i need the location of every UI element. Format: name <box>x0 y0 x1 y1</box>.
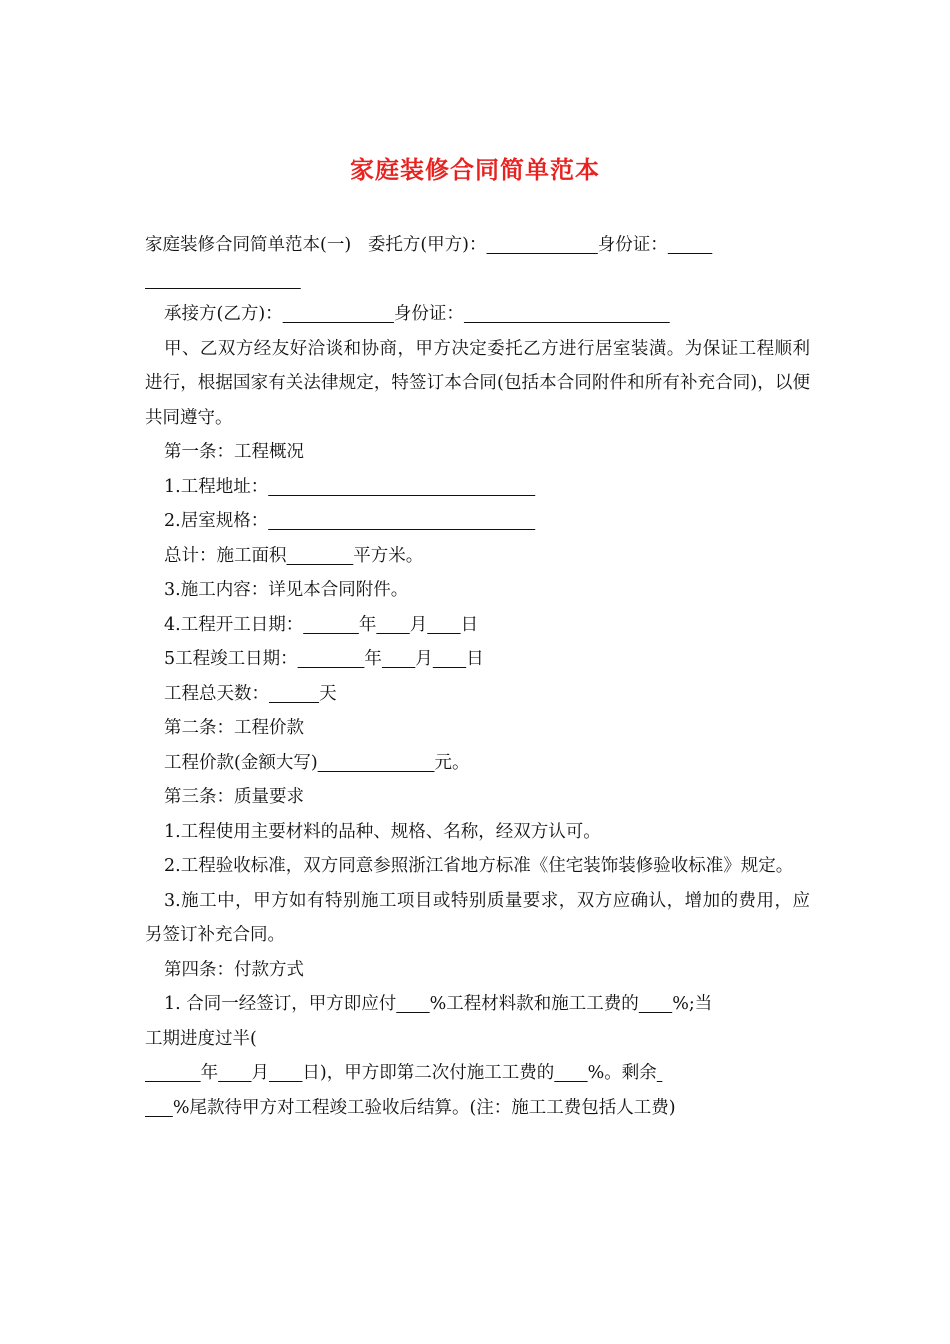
contractor-id-label: 身份证： <box>393 304 464 324</box>
payment-text-b: %工程材料款和施工工费的 <box>429 994 639 1014</box>
payment-first-percent-blank[interactable] <box>396 994 429 1014</box>
spec-label: 2.居室规格： <box>164 511 269 531</box>
payment-fee-percent-blank[interactable] <box>639 994 672 1014</box>
consignor-id-blank-cont[interactable] <box>145 270 301 290</box>
article2-heading: 第二条：工程价款 <box>164 718 304 738</box>
start-month-unit: 月 <box>409 614 428 635</box>
document-title: 家庭装修合同简单范本 <box>350 156 600 184</box>
days-blank[interactable] <box>269 684 319 704</box>
finish-day-blank[interactable] <box>433 649 466 669</box>
quality-item-1: 1.工程使用主要材料的品种、规格、名称，经双方认可。 <box>164 821 601 842</box>
article3-heading: 第三条：质量要求 <box>164 787 304 807</box>
area-blank[interactable] <box>287 546 354 566</box>
payment-text-a: 1. 合同一经签订，甲方即应付 <box>164 994 397 1014</box>
payment-text-c: %;当 <box>672 994 713 1014</box>
consignor-id-blank[interactable] <box>668 235 713 255</box>
quality-item-3: 3.施工中，甲方如有特别施工项目或特别质量要求，双方应确认，增加的费用，应另签订补充合同。 <box>145 890 810 945</box>
consignor-label: 委托方(甲方)： <box>367 235 487 255</box>
consignor-id-label: 身份证： <box>597 235 668 255</box>
days-unit: 天 <box>319 683 337 704</box>
payment-line-4 <box>145 1091 810 1126</box>
parties-consignor-line <box>145 228 810 263</box>
start-day-blank[interactable] <box>427 615 460 635</box>
price-line <box>145 746 810 781</box>
start-month-blank[interactable] <box>376 615 409 635</box>
contractor-blank[interactable] <box>283 304 394 324</box>
finish-year-unit: 年 <box>364 649 382 669</box>
total-days-line <box>145 677 810 712</box>
price-label: 工程价款(金额大写) <box>164 752 318 773</box>
contract-lead: 家庭装修合同简单范本(一) <box>145 235 352 255</box>
start-year-blank[interactable] <box>303 615 359 635</box>
spec-blank[interactable] <box>268 511 535 531</box>
payment-text-e: 日)，甲方即第二次付施工工费的 <box>302 1063 555 1083</box>
payment-month-blank[interactable] <box>218 1063 251 1083</box>
payment-day-blank[interactable] <box>269 1063 302 1083</box>
preamble-paragraph: 甲、乙双方经友好洽谈和协商，甲方决定委托乙方进行居室装潢。为保证工程顺利进行，根据国家有关法律规定，特签订本合同(包括本合同附件和所有补充合同)，以便共同遵守。 <box>145 338 810 428</box>
payment-remaining-blank-a[interactable] <box>657 1063 663 1083</box>
content-line: 3.施工内容：详见本合同附件。 <box>164 580 409 600</box>
price-blank[interactable] <box>318 753 435 773</box>
finish-date-line <box>145 642 810 677</box>
consignor-blank[interactable] <box>487 235 598 255</box>
area-line <box>145 539 810 574</box>
start-label: 4.工程开工日期： <box>164 614 304 635</box>
payment-line-2 <box>145 1022 810 1057</box>
payment-text-f: %。剩余 <box>587 1063 657 1083</box>
payment-year-blank[interactable] <box>145 1063 201 1083</box>
area-label: 总计：施工面积 <box>164 545 287 566</box>
quality-item-2: 2.工程验收标准，双方同意参照浙江省地方标准《住宅装饰装修验收标准》规定。 <box>164 856 794 876</box>
start-date-line <box>145 608 810 643</box>
finish-label: 5工程竣工日期： <box>164 649 298 669</box>
payment-text-g: %尾款待甲方对工程竣工验收后结算。(注：施工工费包括人工费) <box>172 1097 676 1118</box>
address-blank[interactable] <box>268 477 535 497</box>
start-year-unit: 年 <box>358 614 377 635</box>
consignor-id-continuation <box>145 263 810 298</box>
payment-text-d: 工期进度过半( <box>145 1028 257 1049</box>
contract-body <box>145 228 810 1125</box>
payment-month-unit: 月 <box>251 1063 270 1083</box>
payment-remaining-blank-b[interactable] <box>145 1098 173 1118</box>
payment-line-3 <box>145 1056 810 1091</box>
payment-year-unit: 年 <box>200 1063 219 1083</box>
finish-month-blank[interactable] <box>382 649 415 669</box>
payment-second-percent-blank[interactable] <box>554 1063 587 1083</box>
spec-line <box>145 504 810 539</box>
finish-day-unit: 日 <box>466 649 484 669</box>
start-day-unit: 日 <box>460 614 479 635</box>
address-line <box>145 470 810 505</box>
article4-heading: 第四条：付款方式 <box>164 959 304 980</box>
price-unit: 元。 <box>434 752 470 773</box>
article1-heading: 第一条：工程概况 <box>164 442 304 462</box>
finish-month-unit: 月 <box>415 649 433 669</box>
area-unit: 平方米。 <box>353 545 424 566</box>
parties-contractor-line <box>145 297 810 332</box>
contractor-id-blank[interactable] <box>464 304 670 324</box>
contractor-label: 承接方(乙方)： <box>164 304 283 324</box>
finish-year-blank[interactable] <box>298 649 365 669</box>
payment-line-1 <box>145 987 810 1022</box>
days-label: 工程总天数： <box>164 683 269 704</box>
address-label: 1.工程地址： <box>164 476 269 497</box>
